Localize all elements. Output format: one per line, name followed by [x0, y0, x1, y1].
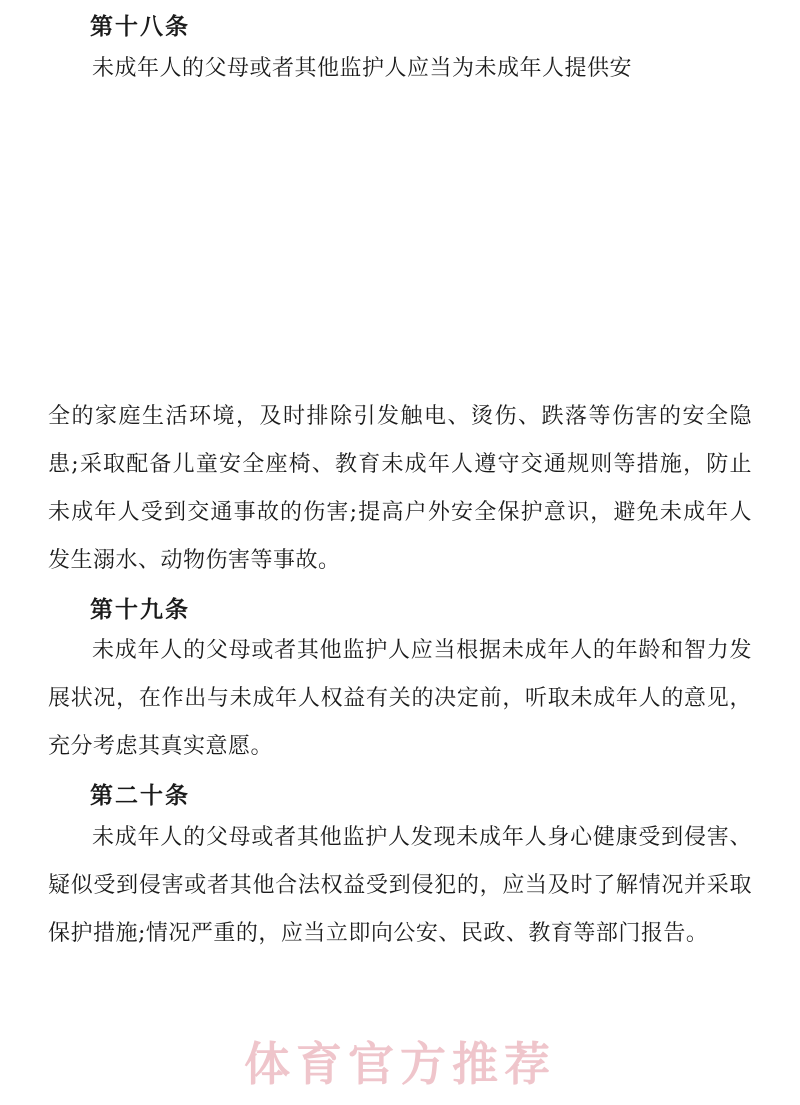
section-heading-19: 第十九条: [90, 595, 190, 623]
section-18-paragraph-part2: 全的家庭生活环境，及时排除引发触电、烫伤、跌落等伤害的安全隐患;采取配备儿童安全座椅、教育未成年人遵守交通规则等措施，防止未成年人受到交通事故的伤害;提高户外安全保护意识，避免未成年人发生溺水、动物伤害等事故。: [48, 403, 752, 573]
document-body: [48, 0, 752, 958]
watermark-text: 体育官方推荐: [244, 1037, 556, 1091]
section-heading-20: 第二十条: [90, 782, 190, 809]
gap-before-heading-19: [48, 585, 752, 593]
gap-before-heading-20: [48, 771, 752, 779]
section-19-paragraph: 未成年人的父母或者其他监护人应当根据未成年人的年龄和智力发展状况，在作出与未成年人权益有关的决定前，听取未成年人的意见，充分考虑其真实意愿。: [48, 638, 752, 759]
section-20-paragraph: 未成年人的父母或者其他监护人发现未成年人身心健康受到侵害、疑似受到侵害或者其他合法权益受到侵犯的，应当及时了解情况并采取保护措施;情况严重的，应当立即向公安、民政、教育等部门报告。: [48, 824, 752, 946]
section-18-paragraph-part1: 未成年人的父母或者其他监护人应当为未成年人提供安: [92, 55, 633, 81]
page-blank-gap: [48, 93, 752, 393]
top-spacer: [48, 0, 752, 10]
section-heading-18: 第十八条: [90, 13, 190, 40]
